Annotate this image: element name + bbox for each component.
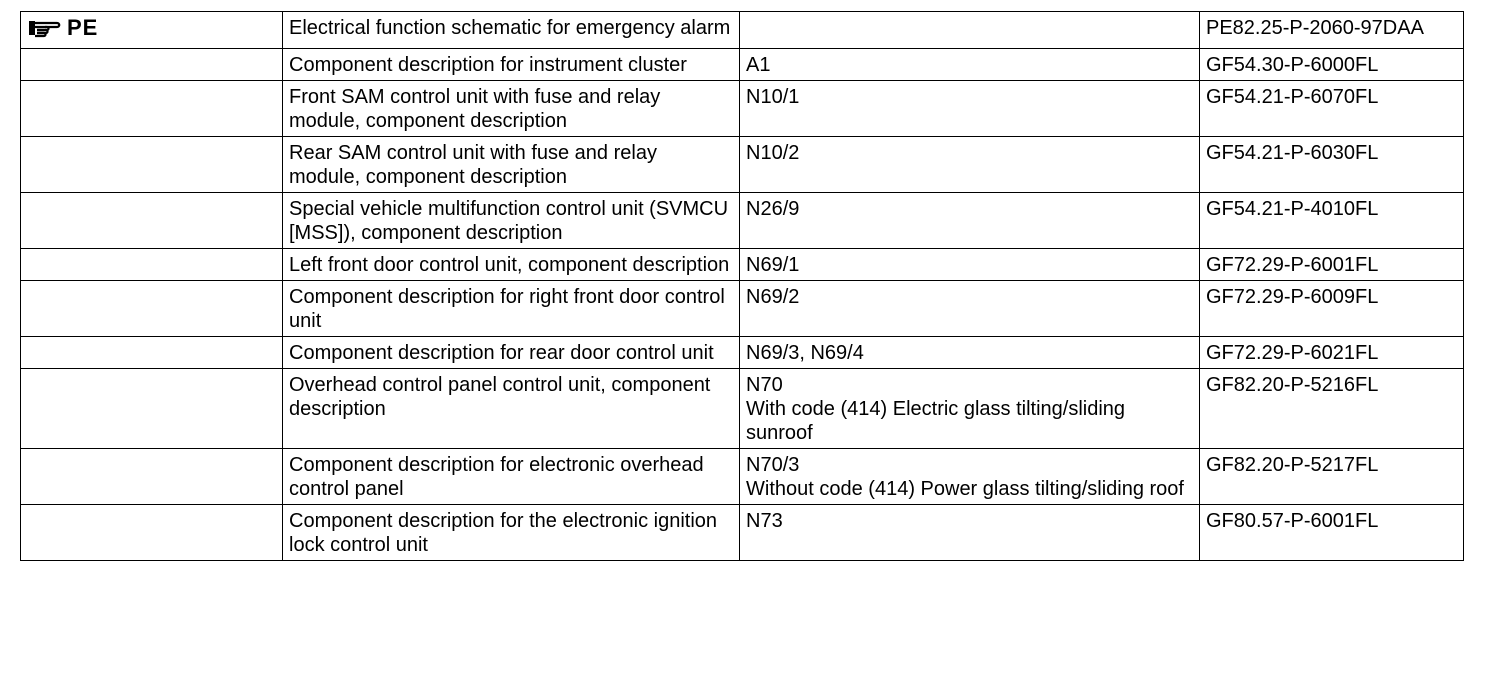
table-row [21,81,1464,137]
marker-cell [21,505,283,561]
marker-cell [21,337,283,369]
document-link[interactable]: GF54.21-P-4010FL [1200,193,1464,249]
description-cell: Component description for instrument cluster [283,49,740,81]
component-line: N10/2 [746,142,800,164]
pe-marker[interactable] [27,16,98,40]
table-row-header [21,12,1464,49]
document-link[interactable]: GF54.21-P-6030FL [1200,137,1464,193]
table-row [21,505,1464,561]
description-cell: Component description for the electronic ignition lock control unit [283,505,740,561]
component-cell [740,49,1200,81]
component-line: A1 [746,54,771,76]
description-cell: Electrical function schematic for emergency alarm [283,12,740,49]
reference-table [20,11,1464,561]
table-row [21,369,1464,449]
table-row [21,449,1464,505]
component-cell [740,369,1200,449]
pointing-hand-icon [27,17,61,39]
component-line: N10/1 [746,86,800,108]
pe-marker-label: PE [67,15,99,40]
component-cell [740,449,1200,505]
marker-cell [21,369,283,449]
marker-cell [21,193,283,249]
document-link[interactable]: GF72.29-P-6001FL [1200,249,1464,281]
document-link[interactable]: GF54.30-P-6000FL [1200,49,1464,81]
document-link[interactable]: GF72.29-P-6009FL [1200,281,1464,337]
component-cell [740,137,1200,193]
component-cell [740,249,1200,281]
description-cell: Special vehicle multifunction control unit (SVMCU [MSS]), component description [283,193,740,249]
component-line: N69/2 [746,286,800,308]
marker-cell [21,49,283,81]
marker-cell [21,249,283,281]
marker-cell [21,81,283,137]
component-cell [740,193,1200,249]
component-line: N69/1 [746,254,800,276]
marker-cell [21,449,283,505]
description-cell: Left front door control unit, component description [283,249,740,281]
description-cell: Front SAM control unit with fuse and relay module, component description [283,81,740,137]
component-line: N70 [746,374,783,396]
marker-cell [21,12,283,49]
table-row [21,193,1464,249]
table-row [21,281,1464,337]
table-row [21,49,1464,81]
component-cell [740,281,1200,337]
description-cell: Component description for electronic overhead control panel [283,449,740,505]
table-body [21,12,1464,561]
component-cell [740,12,1200,49]
component-line: N70/3 [746,454,800,476]
component-line: N26/9 [746,198,800,220]
table-row [21,337,1464,369]
marker-cell [21,281,283,337]
component-cell [740,337,1200,369]
description-cell: Component description for rear door control unit [283,337,740,369]
component-line: N73 [746,510,783,532]
component-line: With code (414) Electric glass tilting/sliding sunroof [746,398,1126,444]
component-cell [740,81,1200,137]
description-cell: Overhead control panel control unit, component description [283,369,740,449]
document-link[interactable]: GF82.20-P-5217FL [1200,449,1464,505]
component-cell [740,505,1200,561]
document-link[interactable]: PE82.25-P-2060-97DAA [1200,12,1464,49]
table-row [21,249,1464,281]
document-link[interactable]: GF82.20-P-5216FL [1200,369,1464,449]
description-cell: Rear SAM control unit with fuse and relay module, component description [283,137,740,193]
document-link[interactable]: GF54.21-P-6070FL [1200,81,1464,137]
marker-cell [21,137,283,193]
component-line: Without code (414) Power glass tilting/sliding roof [746,478,1184,500]
description-cell: Component description for right front door control unit [283,281,740,337]
component-line: N69/3, N69/4 [746,342,864,364]
document-link[interactable]: GF80.57-P-6001FL [1200,505,1464,561]
table-row [21,137,1464,193]
document-link[interactable]: GF72.29-P-6021FL [1200,337,1464,369]
